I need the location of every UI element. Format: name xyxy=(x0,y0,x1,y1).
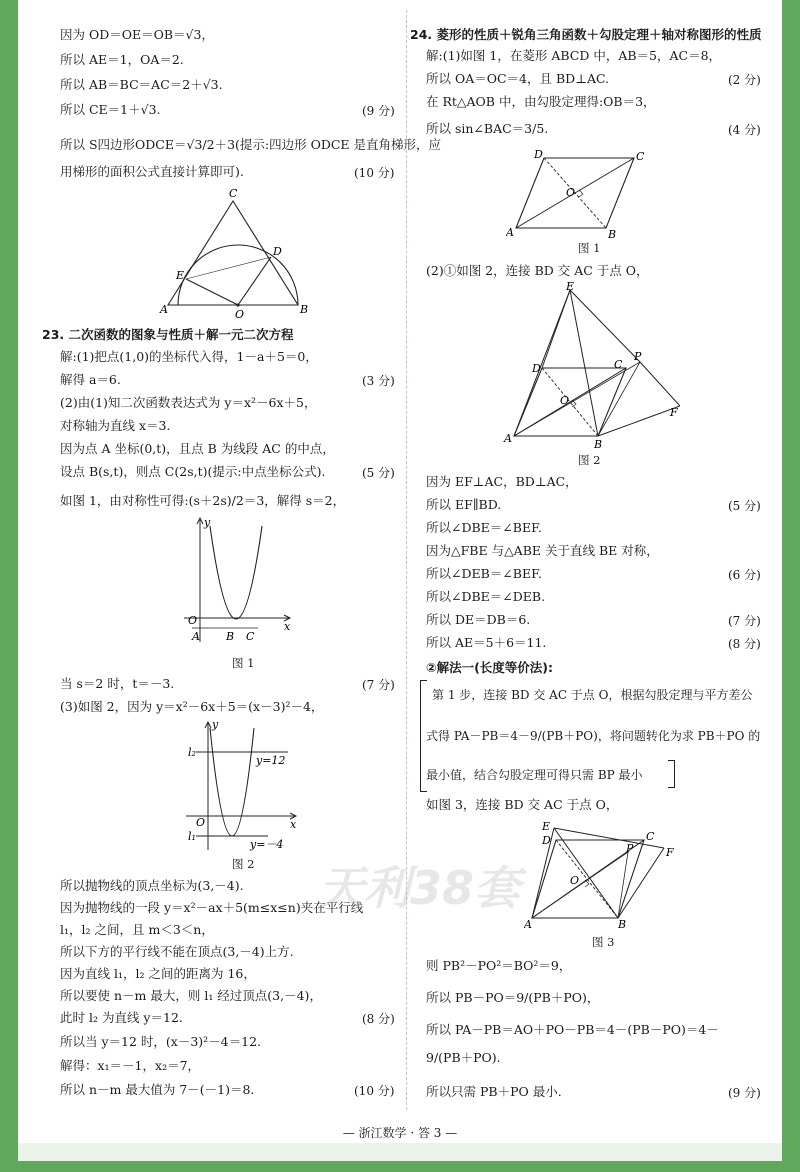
fig-label: y xyxy=(204,516,211,529)
text-line: 所以当 y＝12 时，(x－3)²－4＝12. xyxy=(60,1034,262,1049)
text-line: 用梯形的面积公式直接计算即可). xyxy=(60,164,244,179)
figure-caption: 图 1 xyxy=(578,241,601,255)
text-line: 对称轴为直线 x＝3. xyxy=(60,418,171,433)
fig-label: O xyxy=(235,308,245,320)
page-bottom-strip xyxy=(18,1143,782,1161)
question-24-heading: 24. 菱形的性质＋锐角三角函数＋勾股定理＋轴对称图形的性质 xyxy=(410,27,762,42)
rhombus-figure-3 xyxy=(524,818,684,930)
fig-label: C xyxy=(246,630,255,643)
fig-label: x xyxy=(284,620,291,633)
fig-label: l₁ xyxy=(188,830,196,843)
fig-label: C xyxy=(229,187,238,200)
score: (10 分) xyxy=(354,166,395,180)
note-line: 最小值，结合勾股定理可得只需 BP 最小 xyxy=(426,768,643,782)
score: (2 分) xyxy=(728,73,761,87)
text-line: 因为抛物线的一段 y＝x²－ax＋5(m≤x≤n)夹在平行线 xyxy=(60,900,364,915)
page-footer: — 浙江数学 · 答 3 — xyxy=(342,1126,458,1140)
fig-label: E xyxy=(176,269,185,282)
rhombus-figure-1 xyxy=(506,146,656,240)
fig-label: A xyxy=(192,630,200,643)
note-bracket-right xyxy=(668,760,675,788)
text-line: 因为点 A 坐标(0,t)，且点 B 为线段 AC 的中点， xyxy=(60,441,335,456)
text-line: 因为△FBE 与△ABE 关于直线 BE 对称， xyxy=(426,543,659,558)
fig-label: P xyxy=(634,350,642,363)
parabola-figure-1 xyxy=(178,512,298,652)
score: (5 分) xyxy=(728,499,761,513)
fig-label: B xyxy=(608,228,617,240)
fig-label: O xyxy=(196,816,206,829)
fig-label: y=12 xyxy=(256,754,286,767)
text-line: 解得：x₁＝－1，x₂＝7， xyxy=(60,1058,201,1073)
fig-label: O xyxy=(570,874,580,887)
fig-label: E xyxy=(542,820,551,833)
text-line: 所以 n－m 最大值为 7－(－1)＝8. xyxy=(60,1082,255,1097)
text-line: 所以 PA－PB＝AO＋PO－PB＝4－(PB－PO)＝4－ xyxy=(426,1022,719,1037)
score: (6 分) xyxy=(728,568,761,582)
text-line: (3)如图 2，因为 y＝x²－6x＋5＝(x－3)²－4， xyxy=(60,699,324,714)
fig-label: F xyxy=(666,846,674,859)
text-line: 所以只需 PB＋PO 最小. xyxy=(426,1084,562,1099)
question-23-heading: 23. 二次函数的图象与性质＋解一元二次方程 xyxy=(42,327,294,342)
text-line: 如图 1，由对称性可得:(s＋2s)/2＝3，解得 s＝2， xyxy=(60,493,346,508)
fig-label: A xyxy=(504,432,512,445)
note-line: 第 1 步，连接 BD 交 AC 于点 O，根据勾股定理与平方差公 xyxy=(432,688,753,702)
triangle-semicircle-figure xyxy=(138,185,328,320)
fig-label: D xyxy=(532,362,541,375)
fig-label: y xyxy=(212,718,219,731)
figure-caption: 图 2 xyxy=(232,857,255,871)
score: (7 分) xyxy=(728,614,761,628)
score: (4 分) xyxy=(728,123,761,137)
text-line: 所以 PB－PO＝9/(PB＋PO)， xyxy=(426,990,600,1005)
text-line: l₁，l₂ 之间，且 m＜3＜n， xyxy=(60,922,214,937)
text-line: 所以 DE＝DB＝6. xyxy=(426,612,531,627)
fig-label: C xyxy=(646,830,655,843)
figure-caption: 图 3 xyxy=(592,935,615,949)
text-line: 所以 EF∥BD. xyxy=(426,497,502,512)
fig-label: x xyxy=(290,818,297,831)
fig-label: D xyxy=(542,834,551,847)
fig-label: B xyxy=(594,438,603,450)
figure-caption: 图 2 xyxy=(578,453,601,467)
text-line: (2)①如图 2，连接 BD 交 AC 于点 O， xyxy=(426,263,649,278)
fig-label: B xyxy=(618,918,627,930)
answer-page xyxy=(18,0,782,1143)
fig-label: E xyxy=(566,282,575,293)
fig-label: A xyxy=(524,918,532,930)
text-line: (2)由(1)知二次函数表达式为 y＝x²－6x＋5， xyxy=(60,395,317,410)
fig-label: F xyxy=(670,406,678,419)
score: (8 分) xyxy=(362,1012,395,1026)
fig-label: C xyxy=(614,358,623,371)
fig-label: B xyxy=(300,303,309,316)
text-line: 解:(1)如图 1，在菱形 ABCD 中，AB＝5，AC＝8， xyxy=(426,48,722,63)
text-line: 此时 l₂ 为直线 y＝12. xyxy=(60,1010,183,1025)
text-line: 设点 B(s,t)，则点 C(2s,t)(提示:中点坐标公式). xyxy=(60,464,326,479)
fig-label: O xyxy=(560,394,570,407)
text-line: 因为 OD＝OE＝OB＝√3， xyxy=(60,27,214,42)
text-line: 因为直线 l₁，l₂ 之间的距离为 16， xyxy=(60,966,256,981)
watermark: 天利38套 xyxy=(318,861,521,915)
text-line: 在 Rt△AOB 中，由勾股定理得:OB＝3， xyxy=(426,94,656,109)
text-line: 所以∠DBE＝∠DEB. xyxy=(426,589,546,604)
score: (9 分) xyxy=(362,104,395,118)
text-line: 所以要使 n－m 最大，则 l₁ 经过顶点(3,－4)， xyxy=(60,988,322,1003)
fig-label: A xyxy=(160,303,168,316)
parabola-figure-2 xyxy=(178,716,308,856)
fig-label: B xyxy=(226,630,235,643)
text-line: 所以∠DEB＝∠BEF. xyxy=(426,566,542,581)
text-line: 所以∠DBE＝∠BEF. xyxy=(426,520,542,535)
text-line: 因为 EF⊥AC，BD⊥AC， xyxy=(426,474,578,489)
score: (7 分) xyxy=(362,678,395,692)
text-line: 所以 AE＝5＋6＝11. xyxy=(426,635,547,650)
score: (9 分) xyxy=(728,1086,761,1100)
text-line: 9/(PB＋PO). xyxy=(426,1050,501,1065)
text-line: 当 s＝2 时，t＝－3. xyxy=(60,676,175,691)
text-line: 所以 S四边形ODCE＝√3/2＋3(提示:四边形 ODCE 是直角梯形，应 xyxy=(60,137,442,152)
score: (10 分) xyxy=(354,1084,395,1098)
fig-label: l₂ xyxy=(188,746,196,759)
figure-caption: 图 1 xyxy=(232,656,255,670)
text-line: 所以 AB＝BC＝AC＝2＋√3. xyxy=(60,77,223,92)
method-title: ②解法一(长度等价法): xyxy=(426,660,554,675)
text-line: 解:(1)把点(1,0)的坐标代入得，1－a＋5＝0， xyxy=(60,349,318,364)
fig-label: A xyxy=(506,226,514,239)
score: (8 分) xyxy=(728,637,761,651)
column-divider xyxy=(406,10,407,1110)
text-line: 则 PB²－PO²＝BO²＝9， xyxy=(426,958,572,973)
fig-label: P xyxy=(626,842,634,855)
text-line: 所以抛物线的顶点坐标为(3,－4). xyxy=(60,878,244,893)
text-line: 所以 AE＝1，OA＝2. xyxy=(60,52,184,67)
fig-label: O xyxy=(566,186,576,199)
fig-label: D xyxy=(273,245,282,258)
text-line: 所以 OA＝OC＝4，且 BD⊥AC. xyxy=(426,71,610,86)
text-line: 所以下方的平行线不能在顶点(3,－4)上方. xyxy=(60,944,294,959)
fig-label: y=－4 xyxy=(250,838,284,851)
text-line: 所以 CE＝1＋√3. xyxy=(60,102,161,117)
score: (5 分) xyxy=(362,466,395,480)
text-line: 所以 sin∠BAC＝3/5. xyxy=(426,121,549,136)
note-line: 式得 PA－PB＝4－9/(PB＋PO)，将问题转化为求 PB＋PO 的 xyxy=(426,729,761,743)
rhombus-figure-2 xyxy=(500,282,680,450)
text-line: 如图 3，连接 BD 交 AC 于点 O， xyxy=(426,797,619,812)
fig-label: D xyxy=(534,148,543,161)
fig-label: O xyxy=(188,614,198,627)
text-line: 解得 a＝6. xyxy=(60,372,121,387)
fig-label: C xyxy=(636,150,645,163)
score: (3 分) xyxy=(362,374,395,388)
